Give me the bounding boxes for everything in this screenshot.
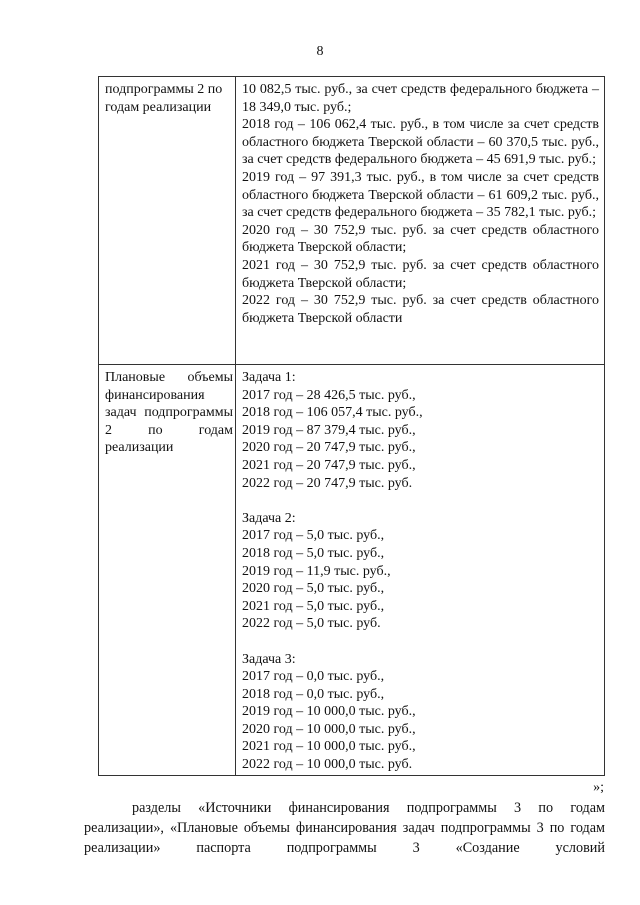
funding-sources-cell (242, 81, 599, 327)
table-row-funding-sources (99, 77, 604, 365)
funding-paragraph-2022: 2022 год – 30 752,9 тыс. руб. за счет средств областного бюджета Тверской области (242, 293, 599, 326)
funding-paragraph: 10 082,5 тыс. руб., за счет средств федерального бюджета – 18 349,0 тыс. руб.; (242, 82, 599, 115)
funding-paragraph-2021: 2021 год – 30 752,9 тыс. руб. за счет средств областного бюджета Тверской области; (242, 257, 599, 291)
task-line: 2022 год – 5,0 тыс. руб. (242, 616, 381, 632)
task-line: 2021 год – 10 000,0 тыс. руб., (242, 739, 416, 755)
funding-paragraph-2019: 2019 год – 97 391,3 тыс. руб., в том числе за счет средств областного бюджета Тверской области – 61 609,2 тыс. руб., за счет средств федерального бюджета – 35 782,1 тыс. руб.; (242, 169, 599, 221)
task-line: 2019 год – 87 379,4 тыс. руб., (242, 422, 416, 438)
task-line: 2018 год – 5,0 тыс. руб., (242, 545, 385, 561)
task-line: 2021 год – 5,0 тыс. руб., (242, 598, 385, 614)
column-divider (235, 77, 236, 364)
task-line: 2020 год – 20 747,9 тыс. руб., (242, 440, 416, 456)
row-label-planned-volumes: Плановые объемы финансирования задач подпрограммы 2 по годам реализации (105, 370, 233, 456)
task-title: Задача 1: (242, 370, 296, 385)
task-line: 2018 год – 106 057,4 тыс. руб., (242, 405, 423, 421)
page-number: 8 (316, 44, 324, 59)
funding-paragraph-2020: 2020 год – 30 752,9 тыс. руб. за счет средств областного бюджета Тверской области; (242, 222, 599, 256)
task-line: 2017 год – 5,0 тыс. руб., (242, 528, 385, 544)
table-row-planned-volumes (99, 365, 604, 775)
task-line: 2020 год – 10 000,0 тыс. руб., (242, 721, 416, 737)
task-line: 2020 год – 5,0 тыс. руб., (242, 581, 385, 597)
task-3-block (242, 651, 599, 774)
task-line: 2017 год – 0,0 тыс. руб., (242, 669, 385, 685)
closing-quote: »; (593, 780, 604, 795)
task-line: 2022 год – 20 747,9 тыс. руб. (242, 475, 413, 491)
planned-volumes-cell (242, 369, 599, 774)
task-line: 2018 год – 0,0 тыс. руб., (242, 686, 385, 702)
task-line: 2022 год – 10 000,0 тыс. руб. (242, 757, 413, 773)
task-title: Задача 2: (242, 510, 296, 526)
task-line: 2017 год – 28 426,5 тыс. руб., (242, 387, 416, 403)
column-divider (235, 365, 236, 775)
task-line: 2021 год – 20 747,9 тыс. руб., (242, 457, 416, 473)
task-line: 2019 год – 10 000,0 тыс. руб., (242, 704, 416, 720)
body-paragraph: разделы «Источники финансирования подпрограммы 3 по годам реализации», «Плановые объемы финансирования задач подпрограммы 3 по годам реализации» паспорта подпрограммы 3 «Создание условий (84, 800, 605, 856)
task-2-block (242, 510, 599, 633)
row-label-funding-sources: подпрограммы 2 по годам реализации (105, 82, 223, 115)
passport-table (98, 76, 605, 776)
task-1-block (242, 369, 599, 492)
task-title: Задача 3: (242, 651, 296, 667)
funding-paragraph-2018: 2018 год – 106 062,4 тыс. руб., в том числе за счет средств областного бюджета Тверской области – 60 370,5 тыс. руб., за счет средств федерального бюджета – 45 691,9 тыс. руб.; (242, 117, 599, 168)
task-line: 2019 год – 11,9 тыс. руб., (242, 563, 391, 579)
